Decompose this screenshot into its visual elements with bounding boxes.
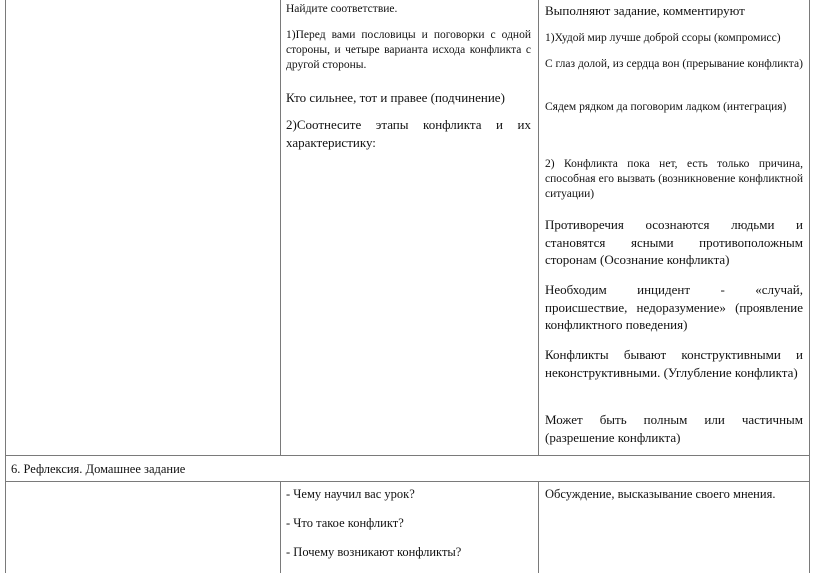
table-row-divider-1 (5, 455, 810, 456)
reflection-answer: Обсуждение, высказывание своего мнения. (545, 487, 776, 501)
table-border-mid1-bottom (280, 481, 281, 573)
task-heading: Найдите соответствие. (286, 3, 398, 15)
answer-stage-1: 2) Конфликта пока нет, есть только причина, способная его вызвать (возникновение конфликтной ситуации) (545, 158, 803, 200)
table-border-mid2-top (538, 0, 539, 455)
reflection-question-1: - Чему научил вас урок? (286, 487, 415, 501)
answer-proverb-1: 1)Худой мир лучше доброй ссоры (компромисс) (545, 32, 781, 44)
answer-heading: Выполняют задание, комментируют (545, 3, 745, 18)
table-row-divider-2 (5, 481, 810, 482)
table-border-mid2-bottom (538, 481, 539, 573)
table-border-right (809, 0, 810, 573)
task-example-proverb: Кто сильнее, тот и правее (подчинение) (286, 90, 505, 105)
table-border-mid1-top (280, 0, 281, 455)
answer-stage-4: Конфликты бывают конструктивными и неконструктивными. (Углубление конфликта) (545, 347, 803, 380)
answer-stage-3: Необходим инцидент - «случай, происшествие, недоразумение» (проявление конфликтного поведения) (545, 282, 803, 332)
answer-stage-2: Противоречия осознаются людьми и становятся ясными противоположным сторонам (Осознание конфликта) (545, 217, 803, 267)
answer-proverb-2: С глаз долой, из сердца вон (прерывание конфликта) (545, 58, 803, 70)
reflection-question-3: - Почему возникают конфликты? (286, 545, 462, 559)
section-title: 6. Рефлексия. Домашнее задание (11, 462, 186, 476)
task-instruction-stages: 2)Соотнесите этапы конфликта и их характеристику: (286, 117, 531, 150)
answer-stage-5: Может быть полным или частичным (разрешение конфликта) (545, 412, 803, 445)
reflection-question-2: - Что такое конфликт? (286, 516, 404, 530)
table-border-left (5, 0, 6, 573)
task-instruction-proverbs: 1)Перед вами пословицы и поговорки с одной стороны, и четыре варианта исхода конфликта с другой стороны. (286, 29, 531, 71)
answer-proverb-3: Сядем рядком да поговорим ладком (интеграция) (545, 101, 787, 113)
